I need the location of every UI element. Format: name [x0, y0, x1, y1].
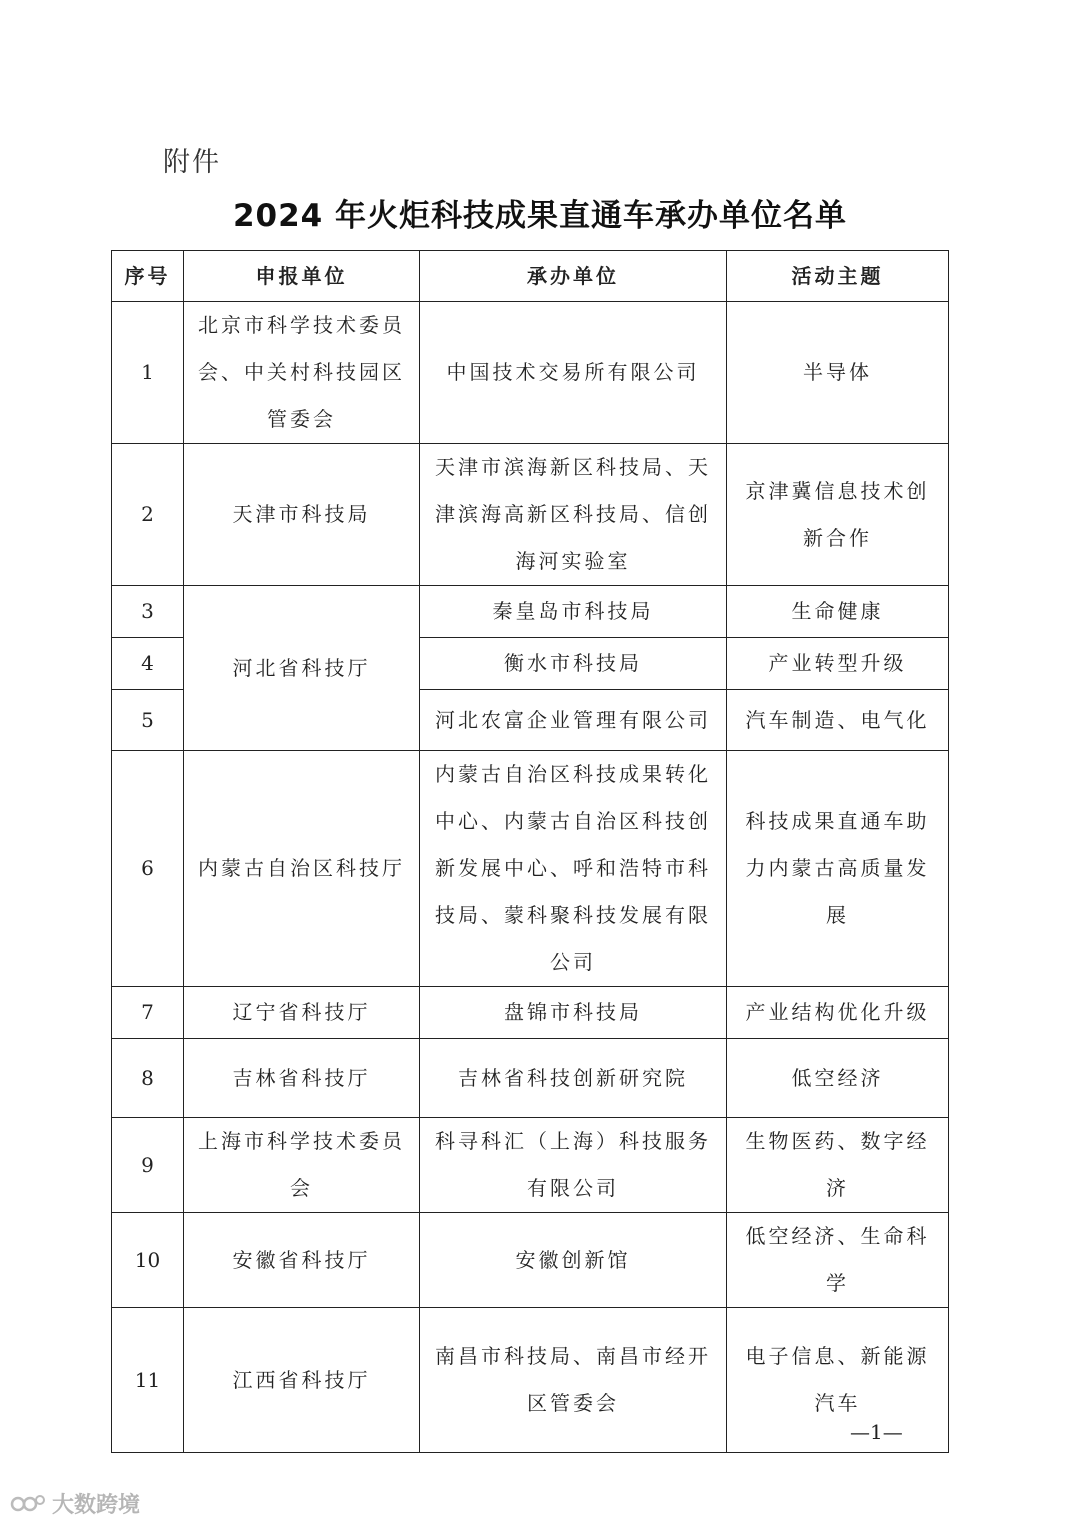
row-organizer: 秦皇岛市科技局	[420, 586, 727, 638]
row-number: 1	[112, 302, 184, 444]
watermark	[10, 1488, 140, 1519]
row-organizer: 科寻科汇（上海）科技服务有限公司	[420, 1118, 727, 1213]
row-number: 4	[112, 638, 184, 690]
row-organizer: 盘锦市科技局	[420, 987, 727, 1039]
watermark-logo-icon	[10, 1492, 46, 1516]
row-theme: 产业结构优化升级	[727, 987, 949, 1039]
row-number: 3	[112, 586, 184, 638]
row-theme: 半导体	[727, 302, 949, 444]
row-theme: 科技成果直通车助力内蒙古高质量发展	[727, 751, 949, 987]
table-header-row	[112, 251, 949, 302]
row-number: 5	[112, 690, 184, 751]
row-number: 9	[112, 1118, 184, 1213]
row-organizer: 河北农富企业管理有限公司	[420, 690, 727, 751]
row-theme: 京津冀信息技术创新合作	[727, 444, 949, 586]
row-organizer: 中国技术交易所有限公司	[420, 302, 727, 444]
row-number: 2	[112, 444, 184, 586]
row-number: 10	[112, 1213, 184, 1308]
table-row	[112, 1213, 949, 1308]
row-organizer: 天津市滨海新区科技局、天津滨海高新区科技局、信创海河实验室	[420, 444, 727, 586]
organizer-table	[111, 250, 949, 1453]
table-row	[112, 1039, 949, 1118]
table-row	[112, 1308, 949, 1453]
row-applicant: 辽宁省科技厅	[184, 987, 420, 1039]
row-organizer: 内蒙古自治区科技成果转化中心、内蒙古自治区科技创新发展中心、呼和浩特市科技局、蒙科聚科技发展有限公司	[420, 751, 727, 987]
watermark-text: 大数跨境	[52, 1493, 141, 1518]
row-number: 6	[112, 751, 184, 987]
row-theme: 低空经济	[727, 1039, 949, 1118]
attachment-label: 附件	[163, 147, 221, 178]
row-applicant: 吉林省科技厅	[184, 1039, 420, 1118]
table-row	[112, 1118, 949, 1213]
document-title: 2024 年火炬科技成果直通车承办单位名单	[232, 198, 848, 234]
row-theme: 电子信息、新能源汽车	[727, 1308, 949, 1453]
row-number: 8	[112, 1039, 184, 1118]
table-row	[112, 302, 949, 444]
row-theme: 生命健康	[727, 586, 949, 638]
table-row	[112, 444, 949, 586]
table-row	[112, 987, 949, 1039]
row-organizer: 吉林省科技创新研究院	[420, 1039, 727, 1118]
row-applicant: 上海市科学技术委员会	[184, 1118, 420, 1213]
row-applicant: 安徽省科技厅	[184, 1213, 420, 1308]
header-theme: 活动主题	[727, 251, 949, 302]
row-theme: 产业转型升级	[727, 638, 949, 690]
table-row	[112, 751, 949, 987]
row-theme: 生物医药、数字经济	[727, 1118, 949, 1213]
row-theme: 低空经济、生命科学	[727, 1213, 949, 1308]
header-organizer: 承办单位	[420, 251, 727, 302]
row-applicant: 北京市科学技术委员会、中关村科技园区管委会	[184, 302, 420, 444]
row-organizer: 安徽创新馆	[420, 1213, 727, 1308]
row-theme: 汽车制造、电气化	[727, 690, 949, 751]
row-organizer: 衡水市科技局	[420, 638, 727, 690]
row-number: 7	[112, 987, 184, 1039]
page-number: —1—	[850, 1420, 903, 1444]
row-applicant: 河北省科技厅	[184, 586, 420, 751]
row-applicant: 天津市科技局	[184, 444, 420, 586]
row-applicant: 江西省科技厅	[184, 1308, 420, 1453]
row-number: 11	[112, 1308, 184, 1453]
header-number: 序号	[112, 251, 184, 302]
table-row	[112, 586, 949, 638]
row-organizer: 南昌市科技局、南昌市经开区管委会	[420, 1308, 727, 1453]
row-applicant: 内蒙古自治区科技厅	[184, 751, 420, 987]
header-applicant: 申报单位	[184, 251, 420, 302]
